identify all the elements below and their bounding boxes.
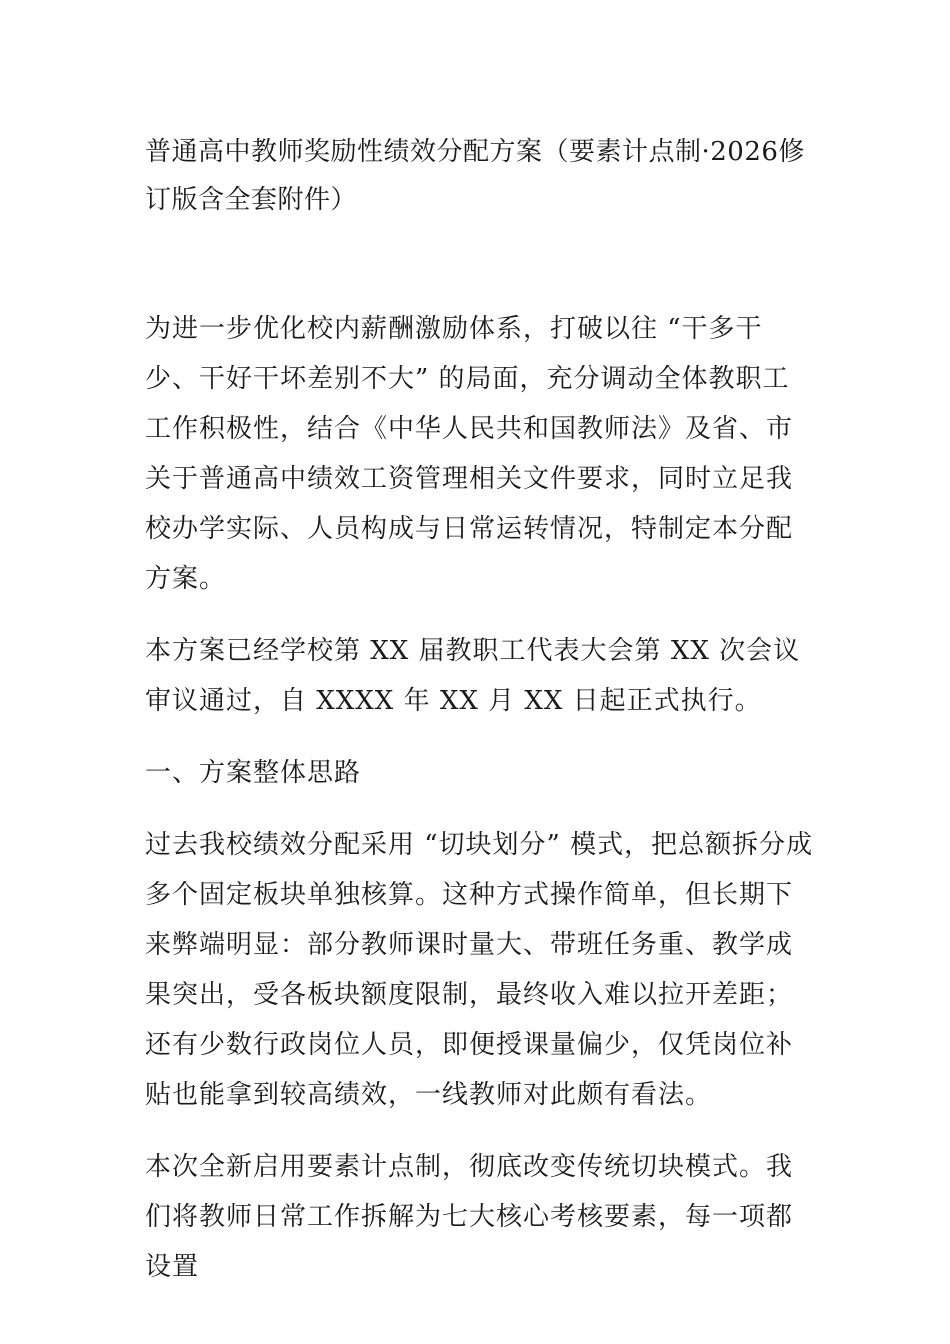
spacer — [145, 726, 815, 748]
section-paragraph: 过去我校绩效分配采用 “切块划分” 模式，把总额拆分成多个固定板块单独核算。这种方式操作简单，但长期下来弊端明显：部分教师课时量大、带班任务重、教学成果突出，受各板块额度限制，最终收入难以拉开差距；还有少数行政岗位人员，即便授课量偏少，仅凭岗位补贴也能拿到较高绩效，一线教师对此颇有看法。 — [145, 830, 814, 1110]
spacer — [145, 798, 815, 820]
document-page — [145, 128, 815, 1292]
spacer — [145, 1120, 815, 1142]
approval-paragraph: 本方案已经学校第 XX 届教职工代表大会第 XX 次会议审议通过，自 XXXX 年 XX 月 XX 日起正式执行。 — [145, 636, 801, 716]
section-paragraph: 本次全新启用要素计点制，彻底改变传统切块模式。我们将教师日常工作拆解为七大核心考核要素，每一项都设置 — [145, 1152, 794, 1282]
document-title: 普通高中教师奖励性绩效分配方案（要素计点制·2026修订版含全套附件） — [145, 137, 805, 215]
spacer — [145, 224, 815, 304]
spacer — [145, 604, 815, 626]
intro-paragraph: 为进一步优化校内薪酬激励体系，打破以往 “干多干少、干好干坏差别不大” 的局面，充分调动全体教职工工作积极性，结合《中华人民共和国教师法》及省、市关于普通高中绩效工资管理相关文件要求，同时立足我校办学实际、人员构成与日常运转情况，特制定本分配方案。 — [145, 314, 794, 594]
section-heading: 一、方案整体思路 — [145, 758, 362, 788]
